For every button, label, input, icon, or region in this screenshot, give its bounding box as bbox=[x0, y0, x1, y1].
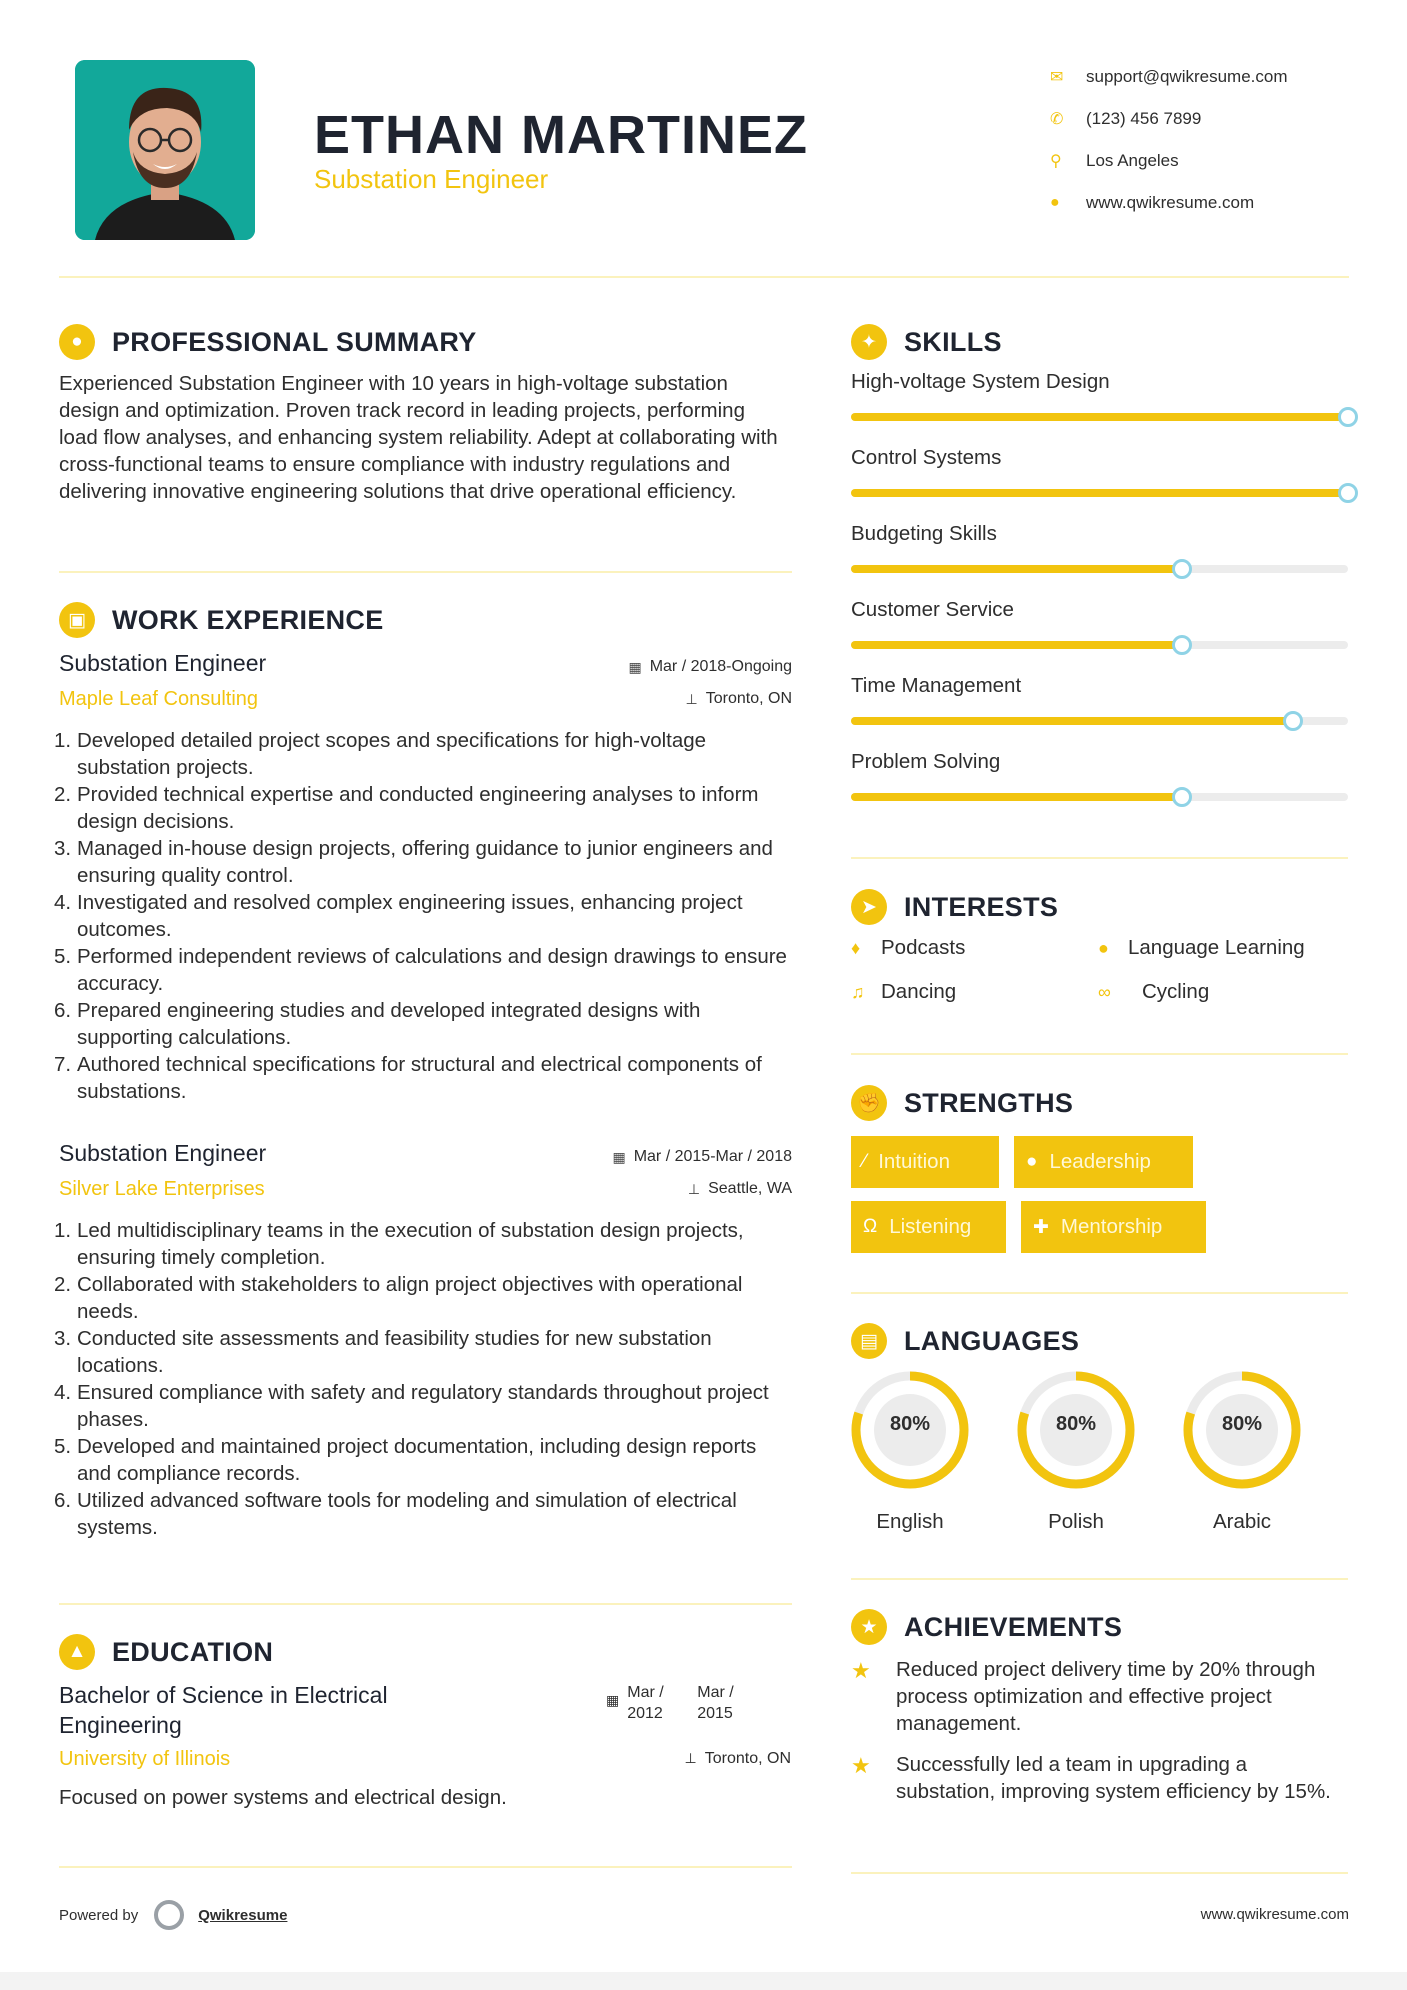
achievement-item bbox=[851, 1656, 1351, 1737]
education-heading bbox=[59, 1634, 273, 1670]
summary-text: Experienced Substation Engineer with 10 years in high-voltage substation design and optimization. Proven track record in leading projects, performing load flow analyses, and enhancing system reliability. Adept at collaborating with cross-functional teams to ensure compliance with industry regulations and delivering innovative engineering solutions that drive operational efficiency. bbox=[59, 372, 778, 503]
skill-bar-knob bbox=[1283, 711, 1303, 731]
avatar bbox=[75, 60, 255, 240]
education-start: Mar / 2012 bbox=[627, 1684, 664, 1722]
interests-heading-text: INTERESTS bbox=[904, 891, 1059, 922]
language-name: Polish bbox=[1048, 1510, 1104, 1533]
education-location-text: Toronto, ON bbox=[704, 1750, 791, 1767]
education-heading-text: EDUCATION bbox=[112, 1636, 274, 1667]
achievement-text: Reduced project delivery time by 20% through process optimization and effective project management. bbox=[896, 1658, 1316, 1735]
summary-heading bbox=[59, 324, 477, 360]
map-pin-icon: ⚲ bbox=[1050, 153, 1062, 170]
experience-heading bbox=[59, 602, 384, 638]
calendar-icon: ▦ bbox=[606, 1692, 620, 1708]
contact-phone-text: (123) 456 7899 bbox=[1086, 109, 1202, 128]
list-item: 6. Utilized advanced software tools for modeling and simulation of electrical systems. bbox=[54, 1489, 737, 1539]
job-location bbox=[686, 690, 792, 708]
strengths-divider bbox=[851, 1292, 1348, 1294]
strength-label: Leadership bbox=[1049, 1150, 1151, 1173]
strength-badge bbox=[851, 1136, 999, 1188]
skill-name: Budgeting Skills bbox=[851, 522, 997, 545]
skill-item bbox=[851, 674, 1348, 698]
strengths-heading-text: STRENGTHS bbox=[904, 1087, 1074, 1118]
contact-email-text: support@qwikresume.com bbox=[1086, 67, 1288, 86]
job-location-text: Seattle, WA bbox=[708, 1180, 792, 1197]
job-dates-text: Mar / 2015-Mar / 2018 bbox=[633, 1148, 792, 1165]
profile-photo bbox=[75, 60, 255, 240]
job-company: Maple Leaf Consulting bbox=[59, 688, 259, 710]
strength-badge bbox=[1014, 1136, 1193, 1188]
achievement-item bbox=[851, 1751, 1351, 1805]
list-item: 1. Developed detailed project scopes and specifications for high-voltage substation projects. bbox=[54, 729, 707, 779]
interests-divider bbox=[851, 1053, 1348, 1055]
skill-bar-fill bbox=[851, 717, 1293, 725]
footer-website[interactable]: www.qwikresume.com bbox=[1200, 1906, 1349, 1923]
experience-heading-text: WORK EXPERIENCE bbox=[112, 604, 384, 635]
job-dates bbox=[612, 1148, 792, 1166]
lightbulb-icon: ✦ bbox=[851, 324, 887, 360]
language-name: Arabic bbox=[1212, 1510, 1272, 1533]
interest-label: Cycling bbox=[1142, 980, 1210, 1003]
job-duties-list bbox=[54, 727, 792, 1105]
skill-item bbox=[851, 598, 1348, 622]
brand-link[interactable]: Qwikresume bbox=[198, 1906, 288, 1924]
skill-item bbox=[851, 522, 1348, 546]
skill-bar-fill bbox=[851, 413, 1348, 421]
interest-item bbox=[851, 936, 965, 960]
briefcase-icon: ▣ bbox=[59, 602, 95, 638]
calendar-icon: ▦ bbox=[628, 658, 642, 675]
job-role: Substation Engineer bbox=[59, 650, 267, 676]
magic-wand-icon: ⁄ bbox=[863, 1151, 867, 1172]
skill-bar-track bbox=[851, 717, 1348, 725]
interest-label: Language Learning bbox=[1128, 936, 1305, 959]
skill-bar-knob bbox=[1172, 635, 1192, 655]
education-degree: Bachelor of Science in Electrical Engineering bbox=[59, 1682, 388, 1738]
list-item: 5. Developed and maintained project documentation, including design reports and compliance records. bbox=[54, 1435, 757, 1485]
graduation-cap-icon: ▲ bbox=[59, 1634, 95, 1670]
interest-item bbox=[1098, 980, 1209, 1004]
list-item: 1. Led multidisciplinary teams in the execution of substation design projects, ensuring timely completion. bbox=[54, 1219, 744, 1269]
contact-website[interactable] bbox=[1050, 182, 1380, 224]
list-item: 2. Collaborated with stakeholders to align project objectives with operational needs. bbox=[54, 1273, 743, 1323]
education-school: University of Illinois bbox=[59, 1748, 231, 1770]
strength-badge bbox=[1021, 1201, 1206, 1253]
skill-bar-fill bbox=[851, 489, 1348, 497]
language-percent: 80% bbox=[1055, 1413, 1097, 1435]
skill-bar-fill bbox=[851, 793, 1182, 801]
bicycle-icon: ∞ bbox=[1098, 981, 1111, 1002]
skill-bar-knob bbox=[1338, 407, 1358, 427]
list-item: 2. Provided technical expertise and conducted engineering analyses to inform design decisions. bbox=[54, 783, 759, 833]
achievements-divider bbox=[851, 1872, 1348, 1874]
job-company: Silver Lake Enterprises bbox=[59, 1178, 265, 1200]
language-icon: ▤ bbox=[851, 1323, 887, 1359]
paper-plane-icon: ➤ bbox=[851, 889, 887, 925]
strengths-heading bbox=[851, 1085, 1073, 1121]
list-item: 7. Authored technical specifications for structural and electrical components of substations. bbox=[54, 1053, 762, 1103]
languages-heading-text: LANGUAGES bbox=[904, 1325, 1080, 1356]
strength-badge bbox=[851, 1201, 1006, 1253]
user-icon: ● bbox=[59, 324, 95, 360]
skill-name: Problem Solving bbox=[851, 750, 1001, 773]
achievement-text: Successfully led a team in upgrading a substation, improving system efficiency by 15%. bbox=[896, 1753, 1331, 1803]
education-dates bbox=[606, 1682, 767, 1724]
skill-bar-fill bbox=[851, 565, 1182, 573]
skill-bar-track bbox=[851, 489, 1348, 497]
skill-bar-track bbox=[851, 793, 1348, 801]
language-name: English bbox=[876, 1510, 944, 1533]
contact-email[interactable] bbox=[1050, 56, 1380, 98]
language-item bbox=[848, 1368, 972, 1534]
contact-website-text: www.qwikresume.com bbox=[1086, 193, 1255, 212]
language-percent: 80% bbox=[889, 1413, 931, 1435]
skill-name: Control Systems bbox=[851, 446, 1002, 469]
interest-label: Podcasts bbox=[881, 936, 966, 959]
skills-heading-text: SKILLS bbox=[904, 326, 1002, 357]
contact-list bbox=[1050, 56, 1380, 224]
skill-name: High-voltage System Design bbox=[851, 370, 1110, 393]
job-role: Substation Engineer bbox=[59, 1140, 267, 1166]
user-plus-icon: ✚ bbox=[1033, 1216, 1049, 1238]
fist-icon: ✊ bbox=[851, 1085, 887, 1121]
pushpin-icon: ⊥ bbox=[687, 1180, 701, 1197]
headphones-icon: Ω bbox=[863, 1216, 878, 1237]
skill-bar-track bbox=[851, 641, 1348, 649]
list-item: 3. Conducted site assessments and feasibility studies for new substation locations. bbox=[54, 1327, 712, 1377]
job-duties-list bbox=[54, 1217, 792, 1541]
skill-item bbox=[851, 750, 1348, 774]
music-icon: ♫ bbox=[851, 981, 865, 1002]
candidate-title: Substation Engineer bbox=[314, 164, 549, 194]
globe-icon: ● bbox=[1050, 194, 1060, 211]
skill-bar-track bbox=[851, 565, 1348, 573]
languages-divider bbox=[851, 1578, 1348, 1580]
calendar-icon: ▦ bbox=[612, 1148, 626, 1165]
pushpin-icon: ⊥ bbox=[685, 690, 698, 707]
strength-label: Intuition bbox=[878, 1150, 950, 1173]
job-location-text: Toronto, ON bbox=[705, 690, 792, 707]
contact-location bbox=[1050, 140, 1380, 182]
footer-powered-by bbox=[59, 1900, 287, 1930]
skill-item bbox=[851, 370, 1348, 394]
skill-name: Customer Service bbox=[851, 598, 1014, 621]
skill-item bbox=[851, 446, 1348, 470]
microphone-icon: ♦ bbox=[851, 937, 861, 958]
achievements-heading bbox=[851, 1609, 1122, 1645]
globe-icon: ● bbox=[1098, 937, 1109, 958]
pushpin-icon: ⊥ bbox=[684, 1750, 697, 1766]
strength-label: Listening bbox=[889, 1215, 972, 1238]
education-description: Focused on power systems and electrical design. bbox=[59, 1786, 507, 1809]
skills-heading bbox=[851, 324, 1002, 360]
skill-bar-knob bbox=[1338, 483, 1358, 503]
list-item: 5. Performed independent reviews of calculations and design drawings to ensure accuracy. bbox=[54, 945, 787, 995]
users-icon: ● bbox=[1026, 1151, 1038, 1172]
list-item: 6. Prepared engineering studies and developed integrated designs with supporting calculations. bbox=[54, 999, 701, 1049]
qwikresume-logo-icon bbox=[154, 1900, 184, 1930]
summary-divider bbox=[59, 571, 792, 573]
education-location bbox=[685, 1750, 791, 1768]
skill-bar-fill bbox=[851, 641, 1182, 649]
star-icon: ★ bbox=[851, 1753, 871, 1778]
skill-bar-track bbox=[851, 413, 1348, 421]
skill-bar-knob bbox=[1172, 787, 1192, 807]
star-icon: ★ bbox=[851, 1609, 887, 1645]
job-dates-text: Mar / 2018-Ongoing bbox=[649, 658, 792, 675]
page-bottom-edge bbox=[0, 1972, 1407, 1990]
education-divider bbox=[59, 1866, 792, 1868]
summary-heading-text: PROFESSIONAL SUMMARY bbox=[112, 326, 477, 357]
job-entry bbox=[54, 650, 792, 1110]
list-item: 4. Investigated and resolved complex engineering issues, enhancing project outcomes. bbox=[54, 891, 743, 941]
experience-divider bbox=[59, 1603, 792, 1605]
contact-phone[interactable] bbox=[1050, 98, 1380, 140]
skills-divider bbox=[851, 857, 1348, 859]
strength-label: Mentorship bbox=[1060, 1215, 1163, 1238]
interest-item bbox=[1098, 936, 1305, 960]
interests-heading bbox=[851, 889, 1058, 925]
job-entry bbox=[54, 1140, 792, 1560]
header-divider bbox=[59, 276, 1349, 278]
powered-by-text: Powered by bbox=[59, 1906, 139, 1924]
interest-item bbox=[851, 980, 956, 1004]
skill-bar-knob bbox=[1172, 559, 1192, 579]
envelope-icon: ✉ bbox=[1050, 69, 1064, 86]
contact-location-text: Los Angeles bbox=[1086, 151, 1179, 170]
interest-label: Dancing bbox=[881, 980, 957, 1003]
education-end: Mar / 2015 bbox=[697, 1684, 734, 1722]
star-icon: ★ bbox=[851, 1658, 871, 1683]
job-dates bbox=[628, 658, 792, 676]
list-item: 4. Ensured compliance with safety and regulatory standards throughout project phases. bbox=[54, 1381, 769, 1431]
language-item bbox=[1180, 1368, 1304, 1534]
skill-name: Time Management bbox=[851, 674, 1022, 697]
list-item: 3. Managed in-house design projects, offering guidance to junior engineers and ensuring quality control. bbox=[54, 837, 773, 887]
achievements-heading-text: ACHIEVEMENTS bbox=[904, 1611, 1123, 1642]
language-percent: 80% bbox=[1221, 1413, 1263, 1435]
language-item bbox=[1014, 1368, 1138, 1534]
candidate-name: ETHAN MARTINEZ bbox=[314, 105, 808, 165]
job-location bbox=[688, 1180, 792, 1198]
phone-icon: ✆ bbox=[1050, 111, 1064, 128]
languages-heading bbox=[851, 1323, 1079, 1359]
